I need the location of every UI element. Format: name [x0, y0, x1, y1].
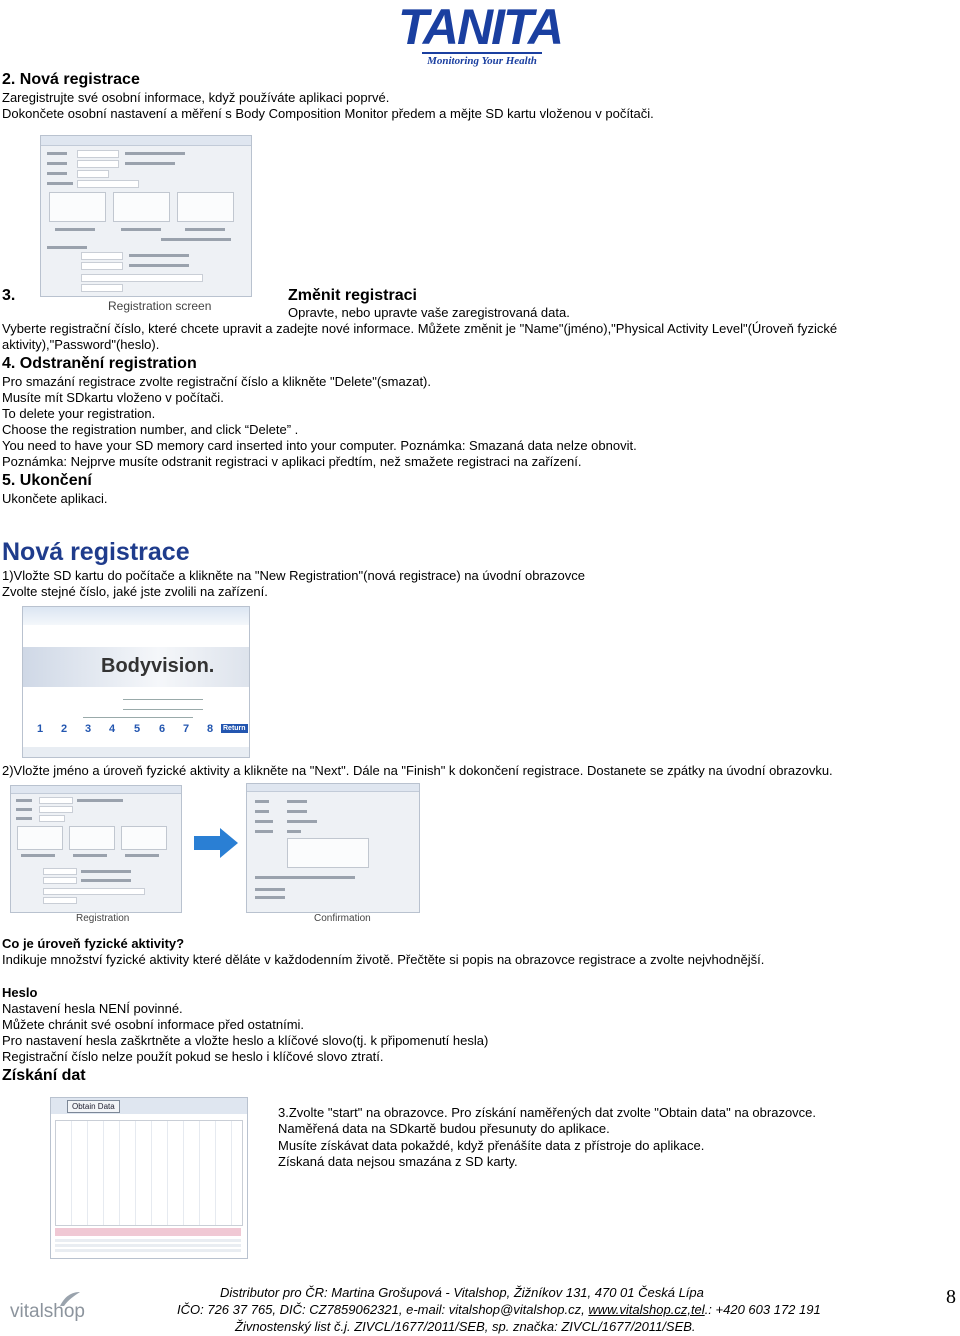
tanita-logo-text: TANITA: [398, 0, 562, 55]
section-2-line-1: Zaregistrujte své osobní informace, když používáte aplikaci poprvé.: [2, 90, 390, 105]
obtain-data-button: Obtain Data: [67, 1100, 120, 1113]
footer-line-1: Distributor pro ČR: Martina Grošupová - Vitalshop, Žižníkov 131, 470 01 Česká Lípa: [220, 1285, 704, 1300]
right-arrow-icon: [194, 828, 238, 858]
bodyvision-logo: Bodyvision.: [101, 655, 215, 677]
section-4-line-3: To delete your registration.: [2, 406, 156, 421]
ziskani-line-4: Získaná data nejsou smazána z SD karty.: [278, 1154, 518, 1169]
confirmation-caption: Confirmation: [314, 913, 371, 924]
vitalshop-logo: [10, 1290, 88, 1322]
section-4-line-1: Pro smazání registrace zvolte registrační číslo a klikněte "Delete"(smazat).: [2, 374, 431, 389]
page-number: 8: [946, 1286, 956, 1308]
confirmation-screenshot: [246, 783, 420, 913]
activity-line: Indikuje množství fyzické aktivity které děláte v každodenním životě. Přečtěte si popis na obrazovce registrace a zvolte nejvhodnější.: [2, 952, 765, 967]
section-5-line: Ukončete aplikaci.: [2, 491, 108, 506]
section-4-heading: 4. Odstranění registration: [2, 355, 197, 372]
vitalshop-logo-text: vitalshop: [10, 1301, 85, 1322]
nova-step-1-line-1: 1)Vložte SD kartu do počítače a klikněte na "New Registration"(nová registrace) na úvodní obrazovce: [2, 568, 585, 583]
number-button-4: 4: [109, 723, 116, 735]
heslo-line-3: Pro nastavení hesla zaškrtněte a vložte heslo a klíčové slovo(tj. k připomenutí hesla): [2, 1033, 489, 1048]
section-4-line-6: Poznámka: Nejprve musíte odstranit registraci v aplikaci předtím, než smažete registraci na zařízení.: [2, 454, 582, 469]
number-button-7: 7: [183, 723, 190, 735]
section-3-heading: Změnit registraci: [288, 287, 417, 304]
registration-screen-caption: Registration screen: [108, 299, 212, 313]
number-button-2: 2: [61, 723, 68, 735]
section-3-line-3: aktivity),"Password"(heslo).: [2, 337, 160, 352]
registration-screenshot: [40, 135, 252, 297]
nova-step-2: 2)Vložte jméno a úroveň fyzické aktivity a klikněte na "Next". Dále na "Finish" k dokončení registrace. Dostanete se zpátky na úvodní obrazovku.: [2, 763, 833, 778]
section-3-line-2: Vyberte registrační číslo, které chcete upravit a zadejte nové informace. Můžete změnit je "Name"(jméno),"Physical Activity Level"(Úroveň fyzické: [2, 321, 838, 336]
nova-step-1-line-2: Zvolte stejné číslo, jaké jste zvolili na zařízení.: [2, 584, 268, 599]
section-2-line-2: Dokončete osobní nastavení a měření s Body Composition Monitor předem a mějte SD kartu vloženou v počítači.: [2, 106, 654, 121]
registration-caption: Registration: [76, 913, 130, 924]
tanita-tagline: Monitoring Your Health: [422, 52, 542, 68]
footer-line-2-text: IČO: 726 37 765, DIČ: CZ7859062321, e-mail: vitalshop@vitalshop.cz,: [177, 1302, 589, 1317]
ziskani-line-2: Naměřená data na SDkartě budou přesunuty do aplikace.: [278, 1121, 610, 1136]
heslo-heading: Heslo: [2, 985, 38, 1000]
footer-line-2: [177, 1301, 821, 1318]
section-3-line-1: Opravte, nebo upravte vaše zaregistrovaná data.: [288, 305, 570, 320]
number-button-5: 5: [134, 723, 141, 735]
bodyvision-start-screenshot: [22, 606, 250, 758]
section-4-line-5: You need to have your SD memory card inserted into your computer. Poznámka: Smazaná data nelze obnovit.: [2, 438, 637, 453]
footer-line-3: Živnostenský list č.j. ZIVCL/1677/2011/SEB, sp. značka: ZIVCL/1677/2011/SEB.: [235, 1319, 696, 1334]
section-5-heading: 5. Ukončení: [2, 472, 92, 489]
tanita-logo: [392, 2, 568, 68]
number-button-8: 8: [207, 723, 214, 735]
footer-website-link[interactable]: www.vitalshop.cz,tel: [588, 1302, 705, 1317]
ziskani-line-1: 3.Zvolte "start" na obrazovce. Pro získání naměřených dat zvolte "Obtain data" na obrazovce.: [278, 1105, 817, 1120]
footer-line-2-phone: .: +420 603 172 191: [704, 1302, 821, 1317]
number-button-6: 6: [159, 723, 166, 735]
nova-registrace-title: Nová registrace: [2, 538, 190, 566]
section-4-line-2: Musíte mít SDkartu vloženo v počítači.: [2, 390, 224, 405]
obtain-data-screenshot: [50, 1097, 248, 1259]
section-4-line-4: Choose the registration number, and click “Delete” .: [2, 422, 299, 437]
number-button-3: 3: [85, 723, 92, 735]
heslo-line-2: Můžete chránit své osobní informace před ostatními.: [2, 1017, 305, 1032]
section-3-number: 3.: [2, 287, 16, 304]
activity-heading: Co je úroveň fyzické aktivity?: [2, 936, 185, 951]
section-2-heading: 2. Nová registrace: [2, 71, 140, 88]
return-button: Return: [223, 725, 246, 732]
registration-screenshot-small: [10, 785, 182, 913]
number-button-1: 1: [37, 723, 44, 735]
ziskani-line-3: Musíte získávat data pokaždé, když přenášíte data z přístroje do aplikace.: [278, 1138, 705, 1153]
heslo-line-1: Nastavení hesla NENÍ povinné.: [2, 1001, 183, 1016]
heslo-line-4: Registrační číslo nelze použít pokud se heslo i klíčové slovo ztratí.: [2, 1049, 384, 1064]
ziskani-heading: Získání dat: [2, 1067, 86, 1084]
